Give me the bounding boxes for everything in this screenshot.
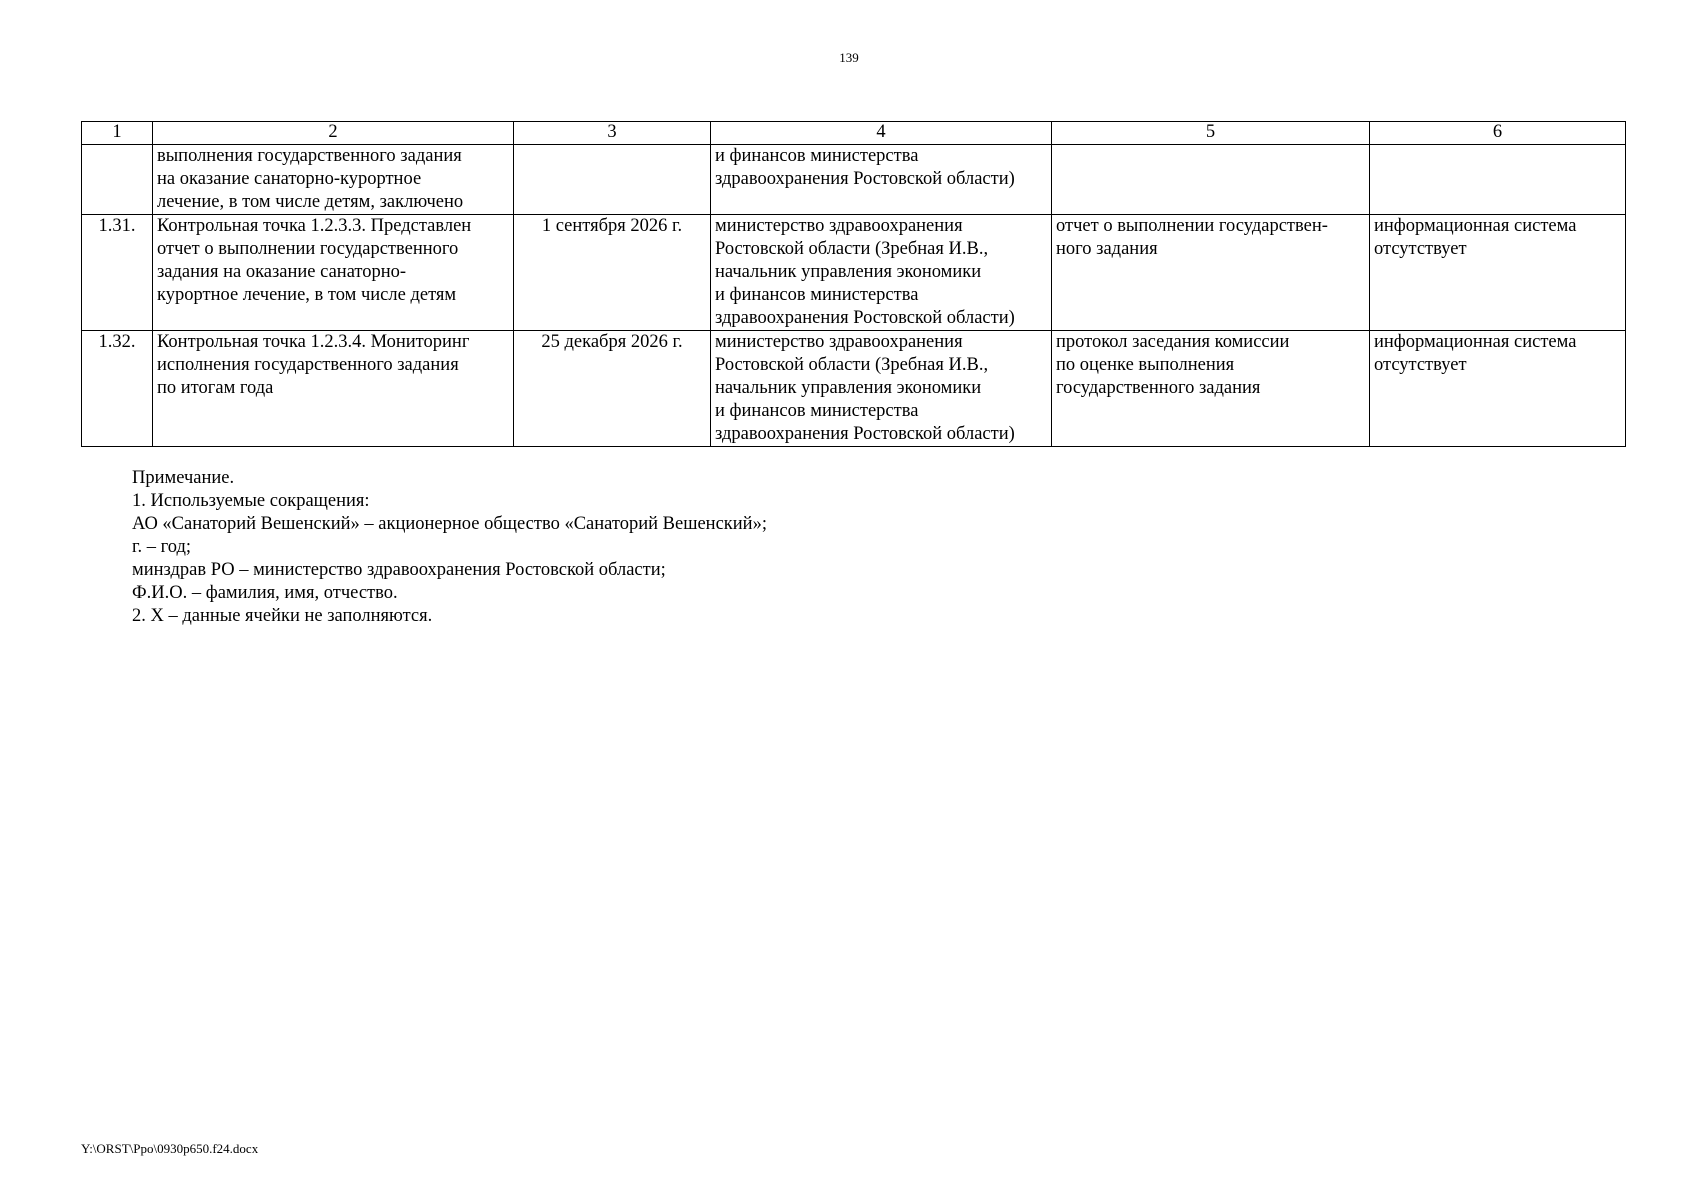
column-number-row: [82, 122, 1626, 145]
row-number: [82, 145, 153, 215]
event-description: выполнения государственного задания на оказание санаторно-курортное лечение, в том числе детям, заключено: [153, 145, 514, 215]
notes-line: АО «Санаторий Вешенский» – акционерное общество «Санаторий Вешенский»;: [132, 514, 767, 534]
table-row: [82, 331, 1626, 447]
deadline-date: 1 сентября 2026 г.: [514, 215, 711, 331]
result-document: [1052, 145, 1370, 215]
row-number: 1.31.: [82, 215, 153, 331]
page-number: 139: [839, 50, 859, 65]
information-system: информационная система отсутствует: [1370, 331, 1626, 447]
responsible-executor: и финансов министерства здравоохранения Ростовской области): [711, 145, 1052, 215]
information-system: информационная система отсутствует: [1370, 215, 1626, 331]
responsible-executor: министерство здравоохранения Ростовской области (Зребная И.В., начальник управления экономики и финансов министерства здравоохранения Ростовской области): [711, 215, 1052, 331]
event-description: Контрольная точка 1.2.3.3. Представлен отчет о выполнении государственного задания на оказание санаторно- курортное лечение, в том числе детям: [153, 215, 514, 331]
file-path-footer: Y:\ORST\Ppo\0930p650.f24.docx: [81, 1141, 259, 1156]
notes-line: минздрав РО – министерство здравоохранения Ростовской области;: [132, 560, 666, 580]
deadline-date: 25 декабря 2026 г.: [514, 331, 711, 447]
notes-line: г. – год;: [132, 537, 192, 557]
deadline-date: [514, 145, 711, 215]
result-document: отчет о выполнении государствен- ного задания: [1052, 215, 1370, 331]
notes-line: 2. Х – данные ячейки не заполняются.: [132, 606, 433, 626]
notes-line: 1. Используемые сокращения:: [132, 491, 370, 511]
column-number: 4: [711, 122, 1052, 145]
table-row: [82, 145, 1626, 215]
column-number: 3: [514, 122, 711, 145]
column-number: 1: [82, 122, 153, 145]
information-system: [1370, 145, 1626, 215]
notes-block: [132, 467, 767, 628]
notes-title: Примечание.: [132, 468, 235, 488]
table-row: [82, 215, 1626, 331]
result-document: протокол заседания комиссии по оценке выполнения государственного задания: [1052, 331, 1370, 447]
responsible-executor: министерство здравоохранения Ростовской области (Зребная И.В., начальник управления экономики и финансов министерства здравоохранения Ростовской области): [711, 331, 1052, 447]
plan-table: [81, 121, 1626, 447]
column-number: 5: [1052, 122, 1370, 145]
notes-line: Ф.И.О. – фамилия, имя, отчество.: [132, 583, 398, 603]
column-number: 2: [153, 122, 514, 145]
column-number: 6: [1370, 122, 1626, 145]
row-number: 1.32.: [82, 331, 153, 447]
event-description: Контрольная точка 1.2.3.4. Мониторинг исполнения государственного задания по итогам года: [153, 331, 514, 447]
